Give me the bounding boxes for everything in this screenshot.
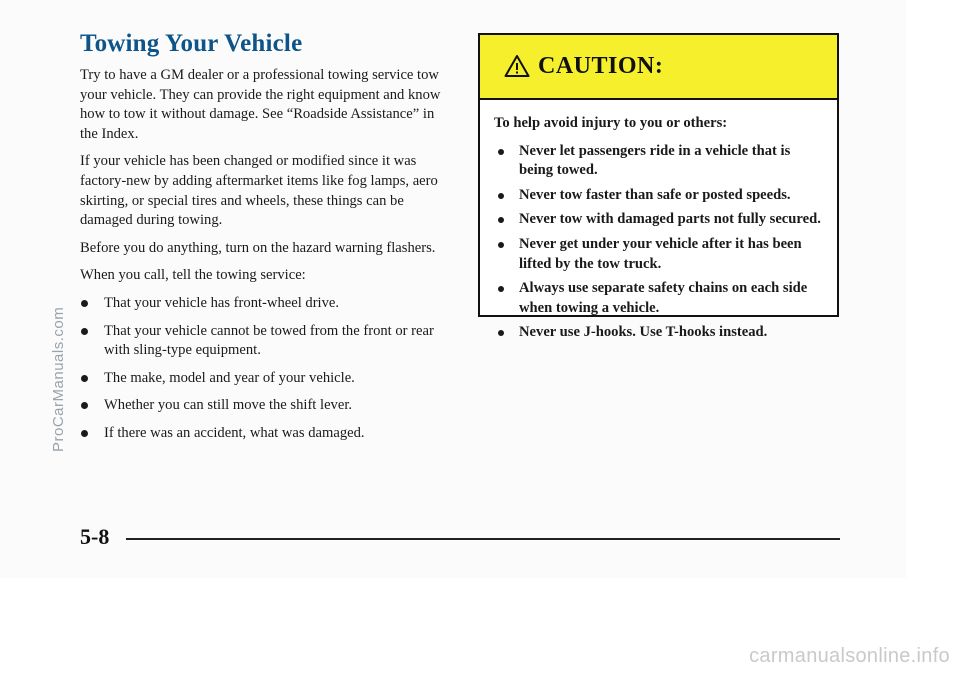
list-item — [494, 142, 825, 181]
paragraph-hazard-flashers: Before you do anything, turn on the hazard warning flashers. — [80, 239, 436, 256]
list-item-text: Whether you can still move the shift lever. — [104, 397, 353, 414]
list-item-text: The make, model and year of your vehicle. — [104, 369, 355, 386]
bullet-icon — [498, 193, 504, 199]
list-item-text: That your vehicle cannot be towed from the front or rear with sling-type equipment. — [104, 322, 434, 359]
list-item — [80, 424, 452, 444]
bullet-icon — [81, 430, 88, 437]
list-item — [494, 186, 825, 206]
list-item-text: Never tow faster than safe or posted speeds. — [519, 186, 791, 203]
bullet-icon — [81, 328, 88, 335]
list-item-text: Never let passengers ride in a vehicle that is being towed. — [519, 142, 791, 179]
paragraph-modified-vehicle: If your vehicle has been changed or modified since it was factory-new by adding aftermarket items like fog lamps, aero skirting, or special tires and wheels, these things can be damaged during towing. — [80, 153, 438, 229]
list-item — [80, 369, 452, 389]
page-title: Towing Your Vehicle — [80, 30, 303, 57]
warning-triangle-icon — [504, 54, 530, 78]
list-item — [494, 210, 825, 230]
list-item — [494, 323, 825, 343]
caution-header — [480, 35, 837, 100]
side-watermark: ProCarManuals.com — [50, 306, 67, 452]
towing-service-checklist — [80, 294, 452, 444]
list-item-text: If there was an accident, what was damaged. — [104, 424, 365, 441]
bullet-icon — [498, 217, 504, 223]
list-item — [80, 322, 452, 361]
bullet-icon — [81, 300, 88, 307]
towing-instructions — [80, 66, 452, 452]
caution-label: CAUTION: — [538, 53, 664, 79]
footer-divider — [126, 538, 840, 540]
bullet-icon — [498, 242, 504, 248]
list-item — [80, 294, 452, 314]
bullet-icon — [498, 149, 504, 155]
caution-list — [494, 142, 825, 343]
list-item-text: Never get under your vehicle after it has been lifted by the tow truck. — [519, 235, 802, 272]
list-item — [80, 396, 452, 416]
bullet-icon — [81, 375, 88, 382]
bullet-icon — [498, 286, 504, 292]
list-item — [494, 279, 825, 318]
paragraph-when-you-call: When you call, tell the towing service: — [80, 267, 306, 284]
caution-body — [480, 100, 837, 343]
list-item — [494, 235, 825, 274]
caution-box — [478, 33, 839, 341]
caution-intro: To help avoid injury to you or others: — [494, 115, 728, 131]
list-item-text: Never use J-hooks. Use T-hooks instead. — [519, 324, 768, 341]
bullet-icon — [81, 402, 88, 409]
bullet-icon — [498, 330, 504, 336]
paragraph-towing-service: Try to have a GM dealer or a professional towing service tow your vehicle. They can provide the right equipment and know how to tow it without damage. See “Roadside Assistance” in the Index. — [80, 67, 441, 142]
list-item-text: Always use separate safety chains on each side when towing a vehicle. — [519, 280, 808, 316]
site-watermark: carmanualsonline.info — [749, 645, 950, 667]
list-item-text: That your vehicle has front-wheel drive. — [104, 294, 340, 311]
page-number: 5-8 — [80, 524, 110, 549]
list-item-text: Never tow with damaged parts not fully secured. — [519, 211, 821, 228]
